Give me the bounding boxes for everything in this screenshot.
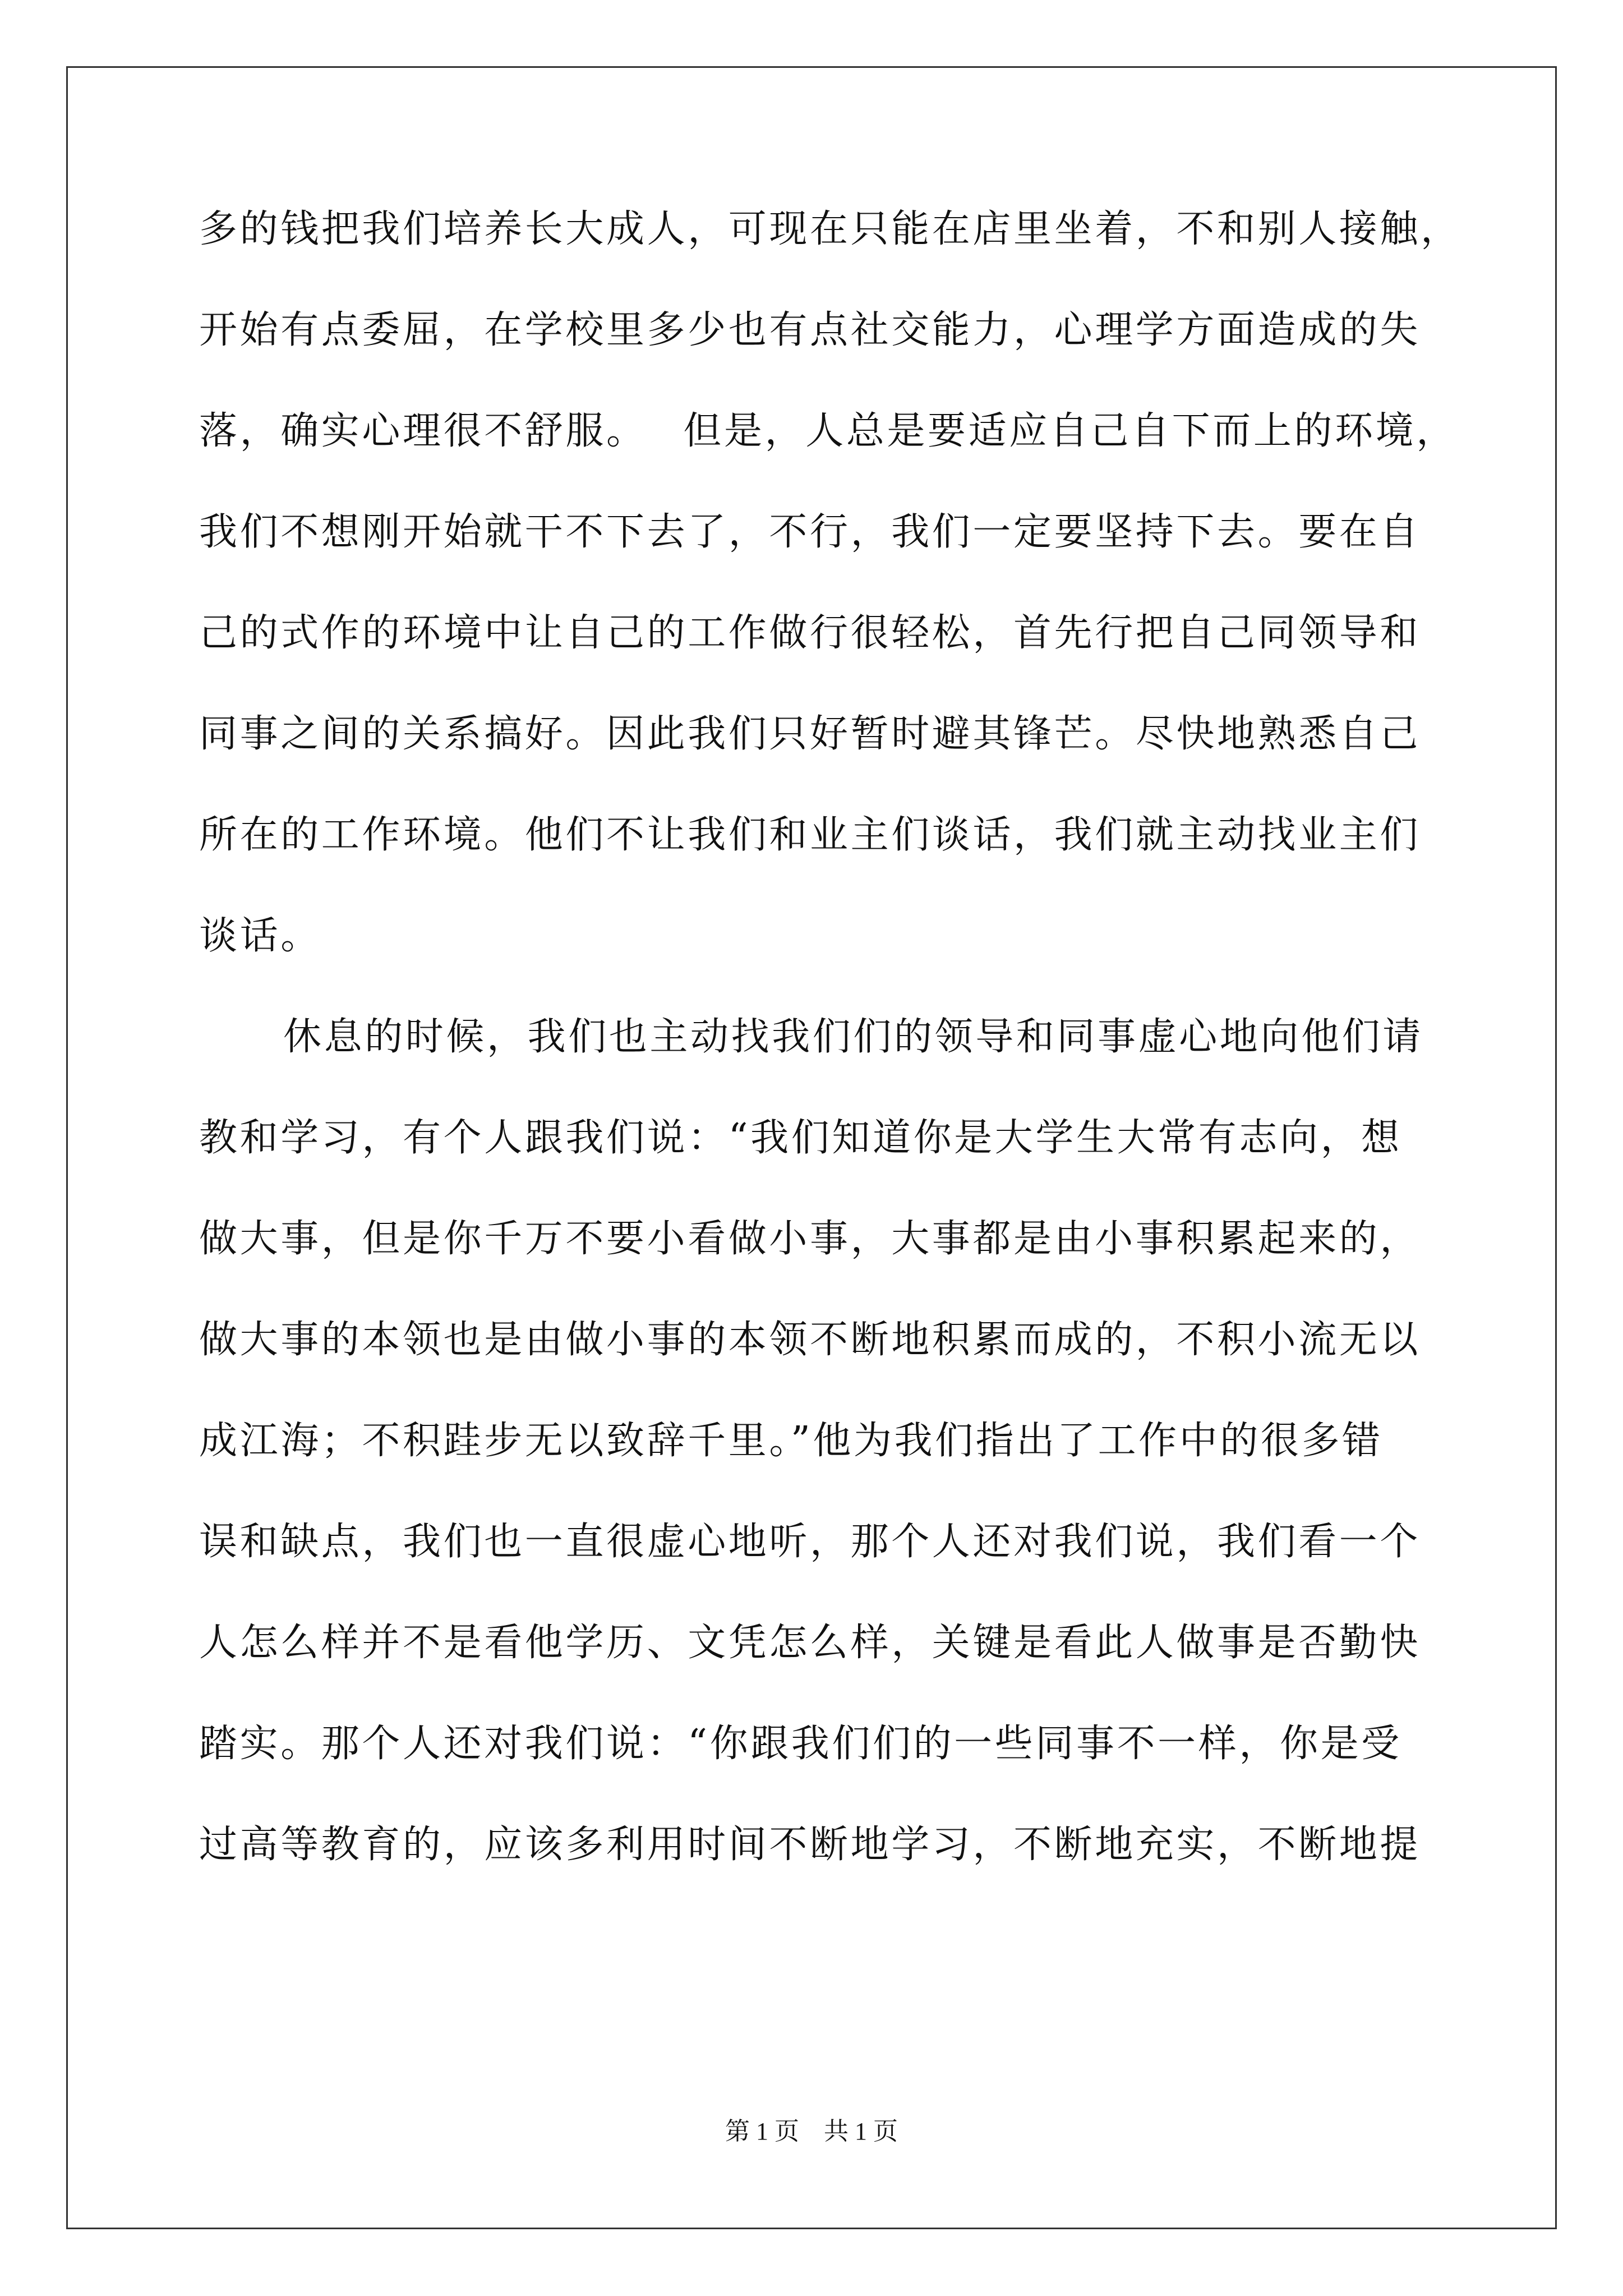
text-line: 过高等教育的，应该多利用时间不断地学习，不断地充实，不断地提: [199, 1823, 1421, 1867]
text-line: 落，确实心理很不舒服。 但是，人总是要适应自己自下而上的环境，: [199, 409, 1457, 453]
text-line: 多的钱把我们培养长大成人，可现在只能在店里坐着，不和别人接触，: [199, 207, 1461, 251]
text-line: 同事之间的关系搞好。因此我们只好暂时避其锋芒。尽快地熟悉自己: [199, 712, 1421, 756]
page-number: 第 1 页: [725, 2118, 799, 2145]
text-line: 误和缺点，我们也一直很虚心地听，那个人还对我们说，我们看一个: [199, 1520, 1421, 1564]
text-line: 谈话。: [199, 914, 321, 958]
document-body: [199, 207, 1461, 1927]
text-line: 人怎么样并不是看他学历、文凭怎么样，关键是看此人做事是否勤快: [199, 1621, 1421, 1665]
text-line: 成江海；不积跬步无以致辞千里。”他为我们指出了工作中的很多错: [199, 1419, 1383, 1463]
text-line: 己的式作的环境中让自己的工作做行很轻松，首先行把自己同领导和: [199, 611, 1421, 655]
page-total: 共 1 页: [824, 2118, 898, 2145]
text-line: 休息的时候，我们也主动找我们们的领导和同事虚心地向他们请: [283, 1015, 1423, 1059]
text-line: 踏实。那个人还对我们说：“你跟我们们的一些同事不一样，你是受: [199, 1722, 1402, 1766]
text-line: 做大事，但是你千万不要小看做小事，大事都是由小事积累起来的，: [199, 1217, 1421, 1261]
text-line: 做大事的本领也是由做小事的本领不断地积累而成的，不积小流无以: [199, 1318, 1421, 1362]
text-line: 我们不想刚开始就干不下去了，不行，我们一定要坚持下去。要在自: [199, 510, 1421, 554]
page-footer: [0, 2119, 1623, 2144]
footer-spacer: [799, 2118, 824, 2145]
text-line: 所在的工作环境。他们不让我们和业主们谈话，我们就主动找业主们: [199, 813, 1421, 857]
text-line: 开始有点委屈，在学校里多少也有点社交能力，心理学方面造成的失: [199, 308, 1421, 352]
text-line: 教和学习，有个人跟我们说：“我们知道你是大学生大常有志向，想: [199, 1116, 1402, 1160]
